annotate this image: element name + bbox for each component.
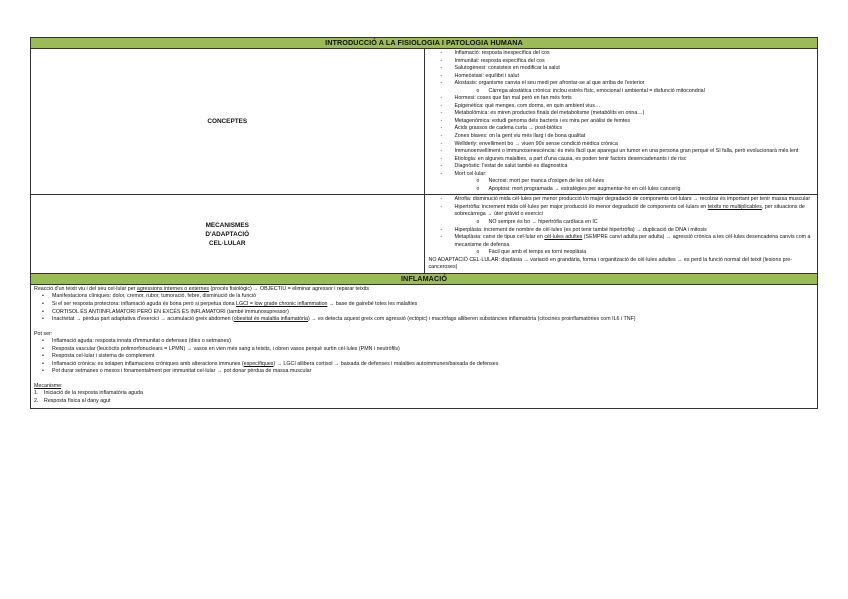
- step-number: 1.: [34, 390, 39, 397]
- list-item: [42, 368, 814, 376]
- page-title: INTRODUCCIÓ A LA FISIOLOGIA I PATOLOGIA HUMANA: [31, 38, 818, 49]
- list-item: [42, 301, 814, 309]
- item-text: Hipertròfia: increment mida cèl·lules per major producció i/o menor degradació de components cel·lulars en: [454, 203, 707, 210]
- list-item: [441, 204, 814, 227]
- sub-item: o NO sempre és bo → hipertròfia cardíaca en IC: [477, 219, 814, 227]
- step-number: 2.: [34, 397, 39, 404]
- item-text: Inflamació crònica: es solapen inflamacions cròniques amb alteracions immunes (: [52, 360, 244, 367]
- sub-item-text: mort programada → estratègies per augmentar-ho en cèl·lules canceríg: [512, 185, 681, 192]
- label-line: D'ADAPTACIÓ: [205, 230, 250, 238]
- item-text: Inactivitat → pèrdua part adaptativa d'exercici → acumulació greix abdomen (: [52, 316, 234, 323]
- alostasis-text: Alostasis: organisme canvia el seu medi per afrontar-se al que arriba de l'exterior: [454, 80, 645, 87]
- item-text: :: [61, 382, 63, 389]
- list-item: - Hiperplàsia: increment de nombre de cèl·lules (es pot tenir també hipertròfia) → duplicació de DNA i mitosis: [441, 227, 814, 235]
- item-text: Pot durar setmanes o mesos i fonamentalment per immunitat cel·lular → pot donar pèrdua de massa muscular: [52, 368, 312, 375]
- item-text: , per situacions de sobrecàrrega → úter gràvid o exercici: [454, 203, 805, 218]
- concepts-list: [429, 50, 814, 193]
- item-text: Metaplàsia: canvi de tipus cel·lular en: [454, 234, 543, 241]
- list-item: - Hormesi: coses que fan mal però en fan més forts: [441, 95, 814, 103]
- underlined-text: Mecanisme: [34, 382, 62, 389]
- sub-list: [455, 88, 814, 96]
- potser-heading: Pot ser:: [34, 330, 53, 337]
- item-text: ) → LGCI allibera cortisol → baixada de defenses i malalties autoimmunes/baixada de defenses: [273, 360, 499, 367]
- sub-item: [477, 186, 814, 194]
- inflamacio-content: [31, 284, 818, 408]
- list-item: - Diagnòstic: l'estat de salut també es diagnostica: [441, 163, 814, 171]
- concepts-label: CONCEPTES: [31, 49, 425, 195]
- list-item: [42, 309, 814, 317]
- mecanisme-steps: [34, 390, 814, 405]
- concepts-row: [31, 49, 818, 195]
- intro-text: [34, 286, 814, 294]
- sub-list: [455, 178, 814, 193]
- list-item: - Immunoenvelliment o immunosenescència: és més fàcil que aparegui un tumor en una persona gran perquè el SI falla, però evolucionarà més lent: [441, 148, 814, 156]
- list-item: - Metabolòmica: es miren productes finals del metabolisme (metabòlits en orina…): [441, 110, 814, 118]
- list-item: [42, 346, 814, 354]
- sub-item: o Fàcil que amb el temps es torni neoplàsia: [477, 249, 814, 257]
- list-item: [34, 398, 814, 406]
- list-item: - Atrofia: disminució mida cèl·lules per menor producció i/o major degradació de components cel·lulars → recolzar és important per tenir massa muscular: [441, 196, 814, 204]
- list-item: - Àcids grassos de cadena curta → post-biòtics: [441, 125, 814, 133]
- underlined-text: teixits no multiplicables: [707, 203, 762, 210]
- inflamacio-list: [34, 293, 814, 323]
- potser-list: [34, 338, 814, 376]
- list-item: [441, 171, 814, 194]
- no-adaptacio-text: NO ADAPTACIÓ CEL·LULAR: displàsia → variació en grandària, forma i organització de cèl·lules adultes → es perd la funció normal del teixit (lesions pre-canceroses): [428, 256, 792, 271]
- item-text: Reacció d'un teixit viu i del seu cel·lular per: [34, 285, 136, 292]
- mort-text: Mort cel·lular:: [454, 170, 487, 177]
- list-item: - Salutogènesi: consisteix en modificar la salut: [441, 65, 814, 73]
- list-item: [42, 353, 814, 361]
- item-text: (SEMPRE canvi adulta per adulta) → agressió crònica a les cèl·lules desencadena canvis com a mecanisme de defensa: [454, 234, 811, 248]
- inflamacio-row: [31, 284, 818, 408]
- list-item: - Inflamació: resposta inespecífica del cos: [441, 50, 814, 58]
- underlined-text: específiques: [243, 360, 274, 367]
- list-item: - Wellderly: envelliment bo → viuen 90s sense condició mèdica crònica: [441, 141, 814, 149]
- notes-table: [30, 37, 818, 409]
- item-text: ) → es detecta aquest greix com agressió (ectòpic) i macròfags alliberen substàncies inflamatòria (citocines proinflamatòries com IL6 i TNF): [308, 316, 636, 323]
- mecanismes-row: [31, 195, 818, 273]
- mecanismes-content: [424, 195, 818, 273]
- mecanisme-heading: [34, 383, 814, 391]
- underlined-text: agressions internes o externes: [136, 285, 210, 292]
- list-item: - Immunitat: resposta específica del cos: [441, 58, 814, 66]
- sub-item: o Càrrega alostàtica crònica: inclou estrès físic, emocional i ambiental = disfunció mitocondrial: [477, 88, 814, 96]
- list-item: - Zones blaves: on la gent viu més llarg i de bona qualitat: [441, 133, 814, 141]
- list-item: [42, 338, 814, 346]
- step-text: Resposta física al dany agut: [44, 397, 111, 404]
- underlined-text: cèl·lules adultes: [544, 234, 583, 241]
- sub-item-lead: Necrosi:: [488, 178, 508, 185]
- section-header-inflamacio: INFLAMACIÓ: [31, 273, 818, 284]
- sub-item-lead: Apoptosi:: [488, 185, 511, 192]
- underlined-text: LGCI = low grade chronic inflammation: [236, 300, 328, 307]
- label-line: MECANISMES: [205, 221, 249, 229]
- list-item: [42, 293, 814, 301]
- list-item: [42, 316, 814, 324]
- list-item: [42, 361, 814, 369]
- item-text: Resposta cel·lular i sistema de complement: [52, 353, 155, 360]
- sub-item-text: mort per manca d'oxigen de les cèl·lules: [509, 178, 605, 185]
- document-page: [30, 37, 818, 409]
- label-line: CEL·LULAR: [208, 239, 246, 247]
- mecanismes-label: [31, 195, 425, 273]
- list-item: - Metagenòmica: estudi genoma dels bacteris i es mira per anàlisi de femtes: [441, 118, 814, 126]
- item-text: CORTISOL ÉS ANTIINFLAMATORI PERÒ EN EXCÉS ÉS INFLAMATORI (també immunosupressor): [52, 308, 289, 315]
- step-text: Iniciació de la resposta inflamatòria aguda: [44, 390, 143, 397]
- item-text: Si el ser resposta protectora: inflamació aguda és bona però si perpetua dona: [52, 300, 235, 307]
- sub-item: [477, 178, 814, 186]
- item-text: Resposta vascular (leucòcits polimorfonuclears = LPMN) → vasos en vien més sang a teixits, i obren vasos perquè surtin cèl·lules (PMN i neutròfils): [52, 345, 400, 352]
- underlined-text: obesitat és malaltia inflamatòria: [233, 316, 308, 323]
- item-text: → base de gairebé totes les malalties: [328, 300, 418, 307]
- list-item: - Homeòstasi: equilibri i salut: [441, 73, 814, 81]
- item-text: (procés fisiològic) → OBJECTIU = eliminar agressor i reparar teixits: [210, 285, 370, 292]
- list-item: - Epigenètica: què menges, com dorms, en quin ambient vius…: [441, 103, 814, 111]
- sub-list: [455, 249, 814, 257]
- list-item: - Etiologia: en algunes malalties, a part d'una causa, es poden tenir factors desencadenants i de risc: [441, 156, 814, 164]
- mecanismes-list: [429, 196, 814, 256]
- item-text: Inflamació aguda: resposta innata d'immunitat o defenses (dies o setmanes): [52, 338, 231, 345]
- list-item: [441, 234, 814, 257]
- item-text: Manifestacions clíniques: dolor, cremor, rubor, tumoració, febre, disminució de la funció: [52, 293, 257, 300]
- sub-list: [455, 219, 814, 227]
- concepts-content: [424, 49, 818, 195]
- list-item: [441, 80, 814, 95]
- list-item: [34, 390, 814, 398]
